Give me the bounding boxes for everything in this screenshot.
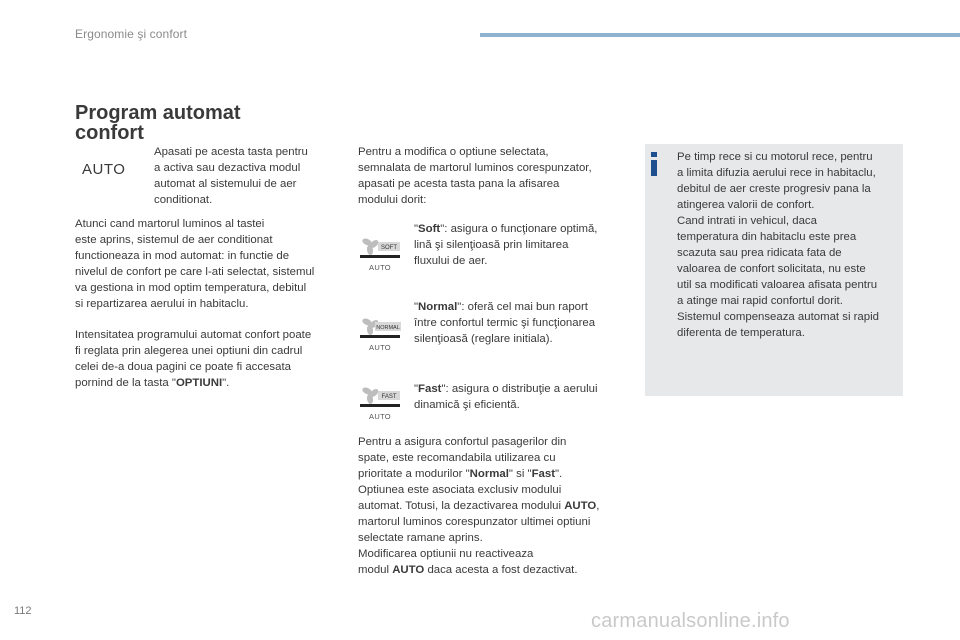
fast-mode-text — [414, 381, 597, 413]
text-line: debitul de aer creste progresiv pana la — [677, 183, 871, 195]
text-line: util sa modificati valoarea afisata pentru — [677, 279, 878, 291]
bullet-line: a activa sau dezactiva modul — [154, 162, 301, 174]
watermark: carmanualsonline.info — [591, 610, 790, 632]
fast-mode-icon — [358, 384, 402, 421]
text-line: Atunci cand martorul luminos al tastei — [75, 218, 265, 230]
text-line: Modificarea optiunii nu reactiveaza — [358, 548, 534, 560]
text-line: este aprins, sistemul de aer conditionat — [75, 234, 273, 246]
text-line: "Normal": oferă cel mai bun raport — [414, 301, 588, 313]
bullet-line: automat al sistemului de aer — [154, 178, 297, 190]
text-line: pornind de la tasta "OPTIUNI". — [75, 377, 230, 389]
normal-mode-icon — [358, 315, 402, 352]
text-line: si repartizarea aerului in habitaclu. — [75, 298, 249, 310]
bullet-line: Apasati pe acesta tasta pentru — [154, 146, 308, 158]
auto-label: AUTO — [369, 263, 391, 272]
text-line: "Fast": asigura o distribuţie a aerului — [414, 383, 598, 395]
text-line: martorul luminos corespunzator ultimei optiuni — [358, 516, 591, 528]
auto-label: AUTO — [369, 412, 391, 421]
svg-text:NORMAL: NORMAL — [376, 325, 400, 331]
text-line: Cand intrati in vehicul, daca — [677, 215, 817, 227]
text-line: fluxului de aer. — [414, 255, 488, 267]
normal-mode-text — [414, 299, 595, 347]
modify-intro — [358, 144, 592, 208]
page-title — [75, 103, 241, 143]
info-icon — [650, 152, 658, 176]
svg-text:SOFT: SOFT — [381, 245, 397, 251]
text-line: semnalata de martorul luminos corespunzator, — [358, 162, 592, 174]
text-line: automat. Totusi, la dezactivarea modului AUTO, — [358, 500, 600, 512]
title-line-2: confort — [75, 122, 144, 144]
text-line: a atinge mai rapid confortul dorit. — [677, 295, 843, 307]
text-line: modului dorit: — [358, 194, 427, 206]
text-line: selectate ramane aprins. — [358, 532, 483, 544]
info-text — [677, 149, 879, 341]
text-line: spate, este recomandabila utilizarea cu — [358, 452, 556, 464]
bullet-text — [154, 144, 308, 208]
text-line: functioneaza in mod automat: in functie de — [75, 250, 290, 262]
text-line: Pentru a modifica o optiune selectata, — [358, 146, 549, 158]
text-line: diferenta de temperatura. — [677, 327, 805, 339]
title-line-1: Program automat — [75, 102, 241, 124]
text-line: nivelul de confort pe care l-ati selectat, sistemul — [75, 266, 315, 278]
text-line: fi reglata prin alegerea unei optiuni din cadrul — [75, 345, 303, 357]
text-line: "Soft": asigura o funcţionare optimă, — [414, 223, 598, 235]
text-line: scazuta sau prea ridicata fata de — [677, 247, 842, 259]
fan-icon — [358, 384, 402, 410]
soft-mode-text — [414, 221, 597, 269]
auto-label: AUTO — [369, 343, 391, 352]
text-line: silenţioasă (reglare initiala). — [414, 333, 553, 345]
text-line: dinamică şi eficientă. — [414, 399, 520, 411]
text-line: prioritate a modurilor "Normal" si "Fast". — [358, 468, 563, 480]
auto-description — [75, 216, 314, 312]
fan-icon — [358, 315, 402, 341]
page-number: 112 — [14, 605, 32, 617]
text-line: între confortul termic şi funcţionarea — [414, 317, 596, 329]
text-line: Intensitatea programului automat confort poate — [75, 329, 312, 341]
text-line: celei de-a doua pagini ce poate fi accesata — [75, 361, 291, 373]
section-label: Ergonomie şi confort — [75, 27, 188, 41]
soft-mode-icon — [358, 235, 402, 272]
text-line: atingerea valorii de confort. — [677, 199, 815, 211]
text-line: temperatura din habitaclu este prea — [677, 231, 857, 243]
text-line: Pentru a asigura confortul pasagerilor din — [358, 436, 567, 448]
text-line: va gestiona in mod optim temperatura, debitul — [75, 282, 307, 294]
text-line: modul AUTO daca acesta a fost dezactivat. — [358, 564, 578, 576]
intensity-description — [75, 327, 311, 391]
svg-text:FAST: FAST — [381, 394, 397, 400]
text-line: valoarea de confort solicitata, nu este — [677, 263, 866, 275]
fan-icon — [358, 235, 402, 261]
auto-key-label: AUTO — [82, 161, 126, 178]
text-line: Pe timp rece si cu motorul rece, pentru — [677, 151, 873, 163]
bullet-line: conditionat. — [154, 194, 213, 206]
optiuni-key-ref: OPTIUNI — [175, 377, 223, 389]
text-line: lină şi silenţioasă prin limitarea — [414, 239, 569, 251]
recommendation-text — [358, 434, 599, 578]
header-bar — [480, 33, 960, 37]
text-line: apasati pe acesta tasta pana la afisarea — [358, 178, 560, 190]
text-line: a limita difuzia aerului rece in habitaclu, — [677, 167, 876, 179]
text-line: Optiunea este asociata exclusiv modului — [358, 484, 562, 496]
text-line: Sistemul compenseaza automat si rapid — [677, 311, 879, 323]
